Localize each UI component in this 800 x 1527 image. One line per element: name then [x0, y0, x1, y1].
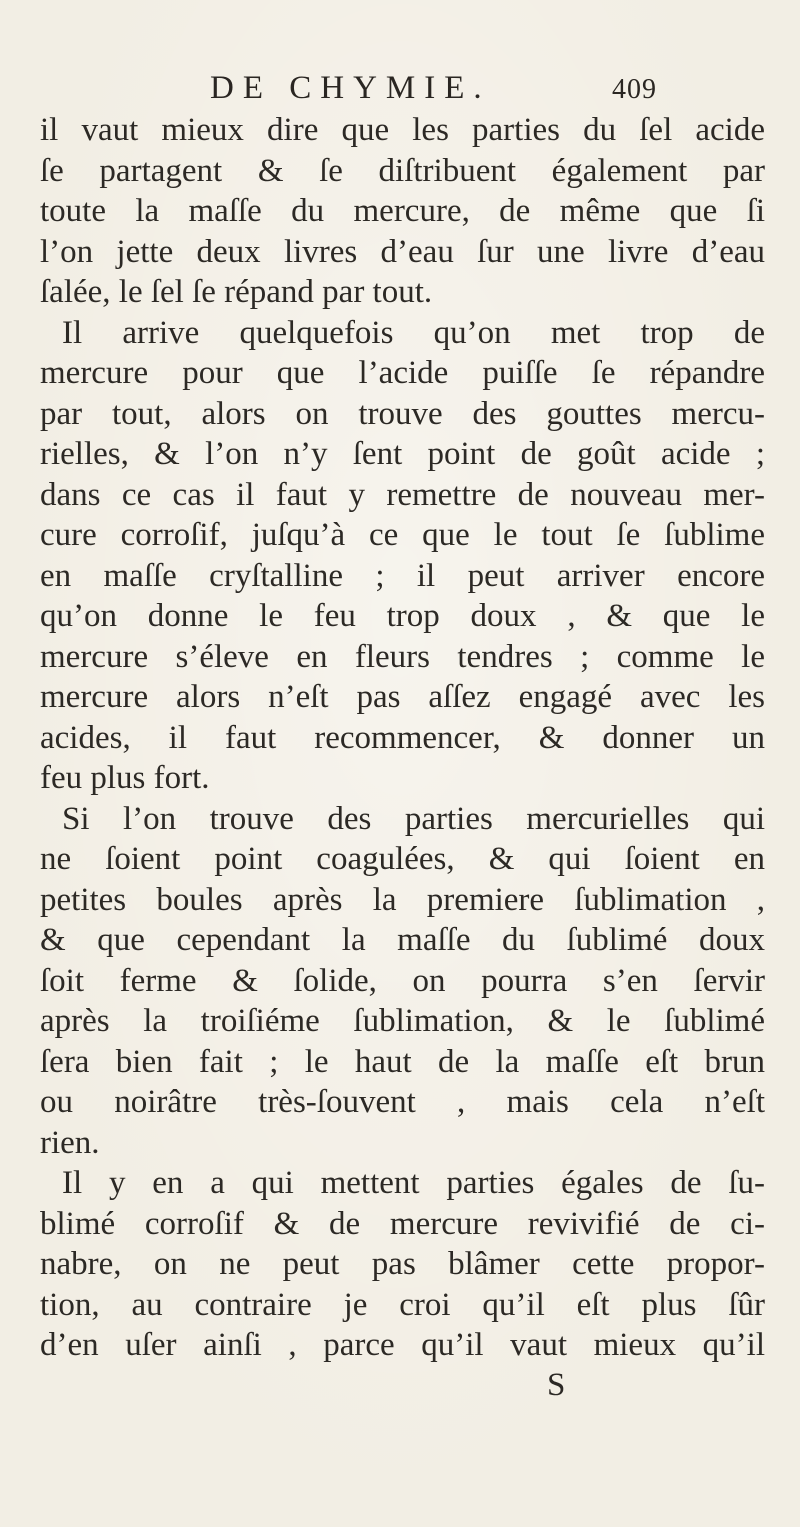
text-line: & que cependant la maſſe du ſublimé doux [40, 922, 765, 958]
text-line: Il arrive quelquefois qu’on met trop de [62, 314, 765, 351]
text-line: dans ce cas il faut y remettre de nouveau mer- [40, 476, 765, 513]
text-line: il vaut mieux dire que les parties du ſel acide [40, 112, 765, 148]
text-line: en maſſe cryſtalline ; il peut arriver encore [40, 557, 765, 594]
text-line: tion, au contraire je croi qu’il eſt plus ſûr [40, 1286, 765, 1323]
page-number: 409 [612, 74, 657, 105]
text-line: ſalée, le ſel ſe répand par tout. [40, 274, 433, 310]
text-line: toute la maſſe du mercure, de même que ſi [40, 193, 765, 229]
text-line: mercure alors n’eſt pas aſſez engagé avec les [40, 679, 765, 715]
text-line: feu plus fort. [40, 760, 210, 796]
text-line: ou noirâtre très-ſouvent , mais cela n’eſt [40, 1084, 765, 1120]
text-line: ſoit ferme & ſolide, on pourra s’en ſervir [40, 962, 765, 999]
text-line: Il y en a qui mettent parties égales de ſu- [62, 1165, 765, 1201]
text-line: ne ſoient point coagulées, & qui ſoient en [40, 841, 765, 877]
text-line: cure corroſif, juſqu’à ce que le tout ſe ſublime [40, 517, 765, 553]
text-line: ſe partagent & ſe diſtribuent également par [40, 152, 765, 189]
text-line: mercure pour que l’acide puiſſe ſe répandre [40, 355, 765, 391]
text-line: rien. [40, 1124, 100, 1161]
text-line: blimé corroſif & de mercure revivifié de ci- [40, 1205, 765, 1242]
signature-mark: S [547, 1367, 566, 1403]
text-line: mercure s’éleve en fleurs tendres ; comme le [40, 638, 765, 675]
text-line: qu’on donne le feu trop doux , & que le [40, 598, 765, 634]
body-text [40, 110, 765, 1366]
text-line: par tout, alors on trouve des gouttes mercu- [40, 395, 765, 432]
text-line: nabre, on ne peut pas blâmer cette propor- [40, 1246, 765, 1282]
text-line: acides, il faut recommencer, & donner un [40, 719, 765, 756]
running-head: DE CHYMIE. [210, 70, 491, 106]
text-line: ſera bien fait ; le haut de la maſſe eſt brun [40, 1043, 765, 1080]
text-line: l’on jette deux livres d’eau ſur une livre d’eau [40, 233, 765, 270]
text-line: Si l’on trouve des parties mercurielles qui [62, 800, 765, 837]
text-line: petites boules après la premiere ſublimation , [40, 881, 765, 918]
text-line: d’en uſer ainſi , parce qu’il vaut mieux qu’il [40, 1327, 765, 1363]
text-line: après la troiſiéme ſublimation, & le ſublimé [40, 1003, 765, 1039]
text-line: rielles, & l’on n’y ſent point de goût acide ; [40, 436, 765, 472]
page-header [0, 70, 800, 110]
